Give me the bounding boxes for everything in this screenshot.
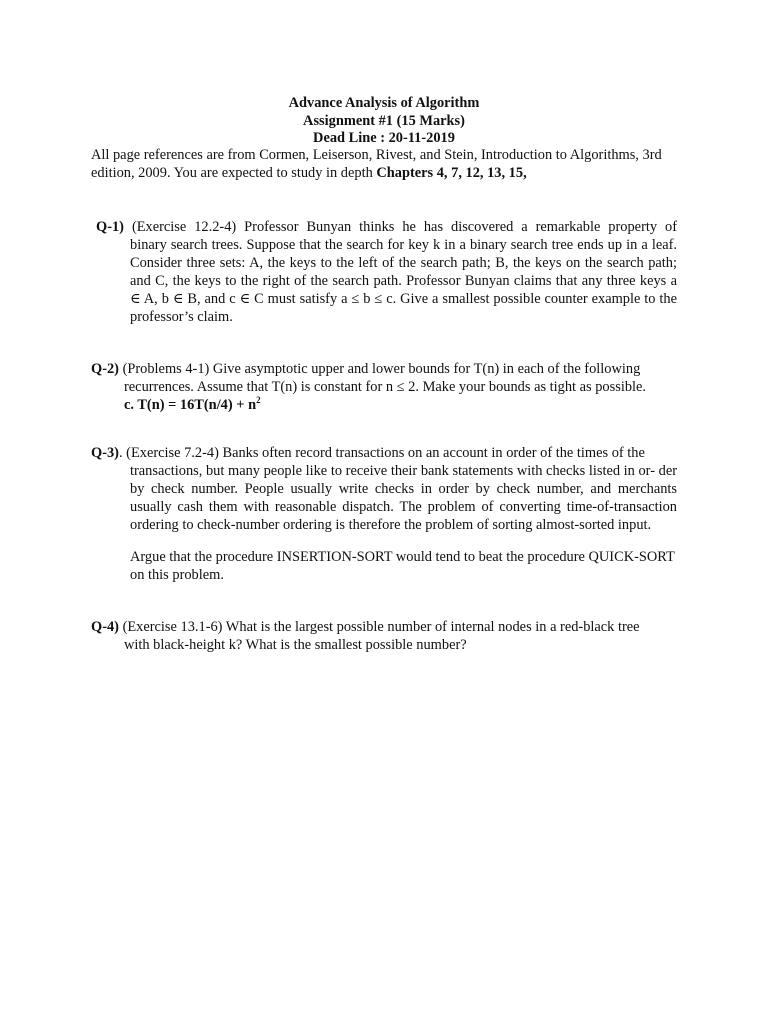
deadline: Dead Line : 20-11-2019 (313, 130, 455, 146)
question-3-first-line (91, 444, 677, 462)
question-1-body: binary search trees. Suppose that the search for key k in a binary search tree ends up in a leaf. Consider three sets: A, the keys to the left of the search path; B, the keys on the search path; and C, the keys to the right of the search path. Professor Bunyan claims that any three keys a ∈ A, b ∈ B, and c ∈ C must satisfy a ≤ b ≤ c. Give a smallest possible counter example to the professor’s claim. (130, 237, 677, 325)
intro-text: All page references are from Cormen, Leiserson, Rivest, and Stein, Introduction to Algorithms, 3rd edition, 2009. You are expected to study in depth (91, 147, 662, 181)
course-title: Advance Analysis of Algorithm (288, 95, 480, 111)
question-3-line1: . (Exercise 7.2-4) Banks often record transactions on an account in order of the times of the (118, 445, 645, 461)
intro-paragraph (91, 146, 681, 182)
question-2-formula-exponent: 2 (256, 395, 261, 406)
question-3 (91, 444, 677, 584)
assignment-title: Assignment #1 (15 Marks) (303, 112, 465, 129)
intro-chapters: Chapters 4, 7, 12, 13, 15, (376, 165, 527, 181)
document-header (0, 94, 768, 147)
question-1-line1: (Exercise 12.2-4) Professor Bunyan thinks he has discovered a remarkable property of (123, 219, 677, 235)
question-4-body: with black-height k? What is the smallest possible number? (124, 637, 467, 653)
question-3-body: transactions, but many people like to receive their bank statements with checks listed in or- der by check number. People usually write checks in order by check number, and merchants usually cash them with reasonable dispatch. The problem of converting time-of-transaction ordering to check-number ordering is therefore the problem of sorting almost-sorted input. (130, 463, 677, 533)
question-2-label: Q-2) (91, 361, 119, 377)
question-3-second-paragraph: Argue that the procedure INSERTION-SORT would tend to beat the procedure QUICK-SORT on this problem. (130, 549, 675, 583)
question-4-label: Q-4) (91, 619, 119, 635)
question-3-label: Q-3) (91, 445, 119, 461)
question-1-first-line (96, 218, 677, 236)
question-4-line1: (Exercise 13.1-6) What is the largest possible number of internal nodes in a red-black tree (118, 619, 640, 635)
question-2-first-line (91, 360, 681, 378)
question-1-label: Q-1) (96, 219, 124, 235)
question-2-formula-text: c. T(n) = 16T(n/4) + n (124, 397, 257, 413)
question-4-first-line (91, 618, 681, 636)
question-4 (91, 618, 681, 654)
question-2-formula (91, 396, 681, 414)
question-2-line1: (Problems 4-1) Give asymptotic upper and lower bounds for T(n) in each of the following (118, 361, 641, 377)
question-2 (91, 360, 681, 414)
question-1 (96, 218, 677, 326)
question-2-body: recurrences. Assume that T(n) is constant for n ≤ 2. Make your bounds as tight as possible. (124, 379, 646, 395)
